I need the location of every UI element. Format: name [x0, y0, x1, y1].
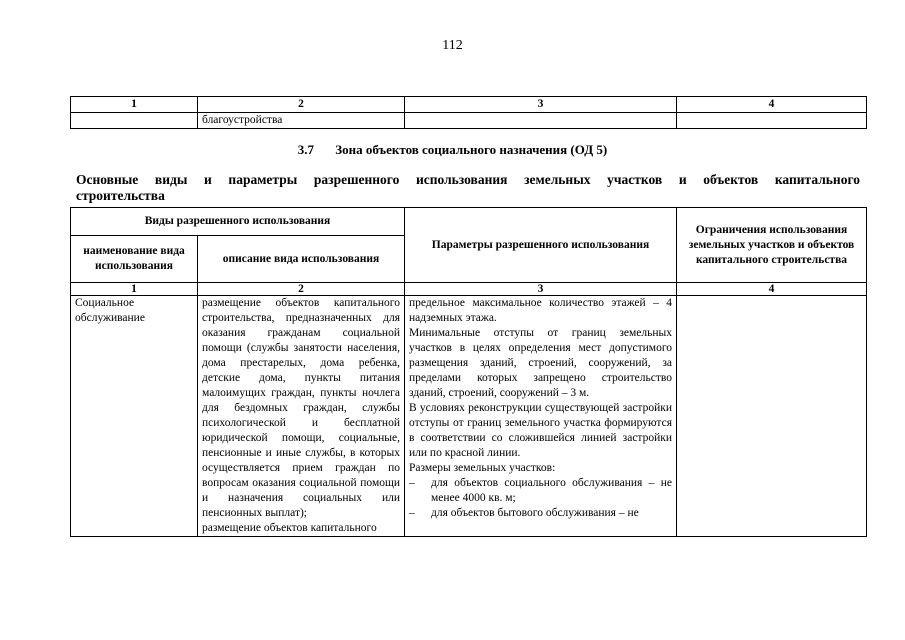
- column-number-row: [71, 283, 867, 296]
- col-number: 4: [677, 283, 867, 296]
- table-row: [71, 296, 867, 537]
- table-caption-line-2: строительства: [76, 188, 165, 203]
- col-number: 3: [405, 283, 677, 296]
- header-use-name: наименование вида использования: [71, 236, 198, 283]
- header-use-description: описание вида использования: [198, 236, 405, 283]
- param-plot-sizes-heading: Размеры земельных участков:: [409, 462, 556, 474]
- header-parameters: Параметры разрешенного использования: [405, 208, 677, 283]
- dash-marker: –: [409, 507, 415, 519]
- dash-marker: –: [409, 477, 415, 489]
- table-cell: благоустройства: [198, 113, 405, 129]
- col-number: 2: [198, 283, 405, 296]
- list-item: [409, 506, 672, 521]
- col-number: 1: [71, 97, 198, 113]
- param-setbacks: Минимальные отступы от границ земельных участков в целях определения мест допустимого размещения зданий, строений, сооружений, за пределами которых запрещено строительство зданий, строений, сооружений – 3 м.: [409, 327, 672, 399]
- col-number: 1: [71, 283, 198, 296]
- parameters-cell: [405, 296, 677, 537]
- permitted-use-table: [70, 207, 867, 537]
- list-item: [409, 476, 672, 506]
- top-table: [70, 96, 867, 129]
- header-row: [71, 208, 867, 236]
- section-heading: [0, 142, 905, 158]
- list-item-text: для объектов социального обслуживания – не менее 4000 кв. м;: [431, 477, 672, 504]
- use-name-cell: Социальное обслуживание: [71, 296, 198, 537]
- table-row: [71, 113, 867, 129]
- top-table-header-row: [71, 97, 867, 113]
- col-number: 4: [677, 97, 867, 113]
- section-number: 3.7: [297, 142, 314, 157]
- col-number: 3: [405, 97, 677, 113]
- header-use-types: Виды разрешенного использования: [71, 208, 405, 236]
- header-limitations: Ограничения использования земельных участков и объектов капитального строительства: [677, 208, 867, 283]
- table-caption-line-1: Основные виды и параметры разрешенного использования земельных участков и объектов капитального: [76, 172, 860, 187]
- list-item-text: для объектов бытового обслуживания – не: [431, 507, 639, 519]
- param-floors: предельное максимальное количество этажей – 4 надземных этажа.: [409, 297, 672, 324]
- table-cell: [405, 113, 677, 129]
- table-cell: [71, 113, 198, 129]
- use-description-continued: размещение объектов капитального: [202, 522, 377, 534]
- param-reconstruction: В условиях реконструкции существующей застройки отступы от границ земельного участка формируются в соответствии со сложившейся линией застройки или по красной линии.: [409, 402, 672, 459]
- col-number: 2: [198, 97, 405, 113]
- use-description-cell: [198, 296, 405, 537]
- table-cell: [677, 113, 867, 129]
- limitations-cell: [677, 296, 867, 537]
- page-number: 112: [442, 38, 463, 53]
- section-title: Зона объектов социального назначения (ОД 5): [335, 142, 608, 157]
- use-description: размещение объектов капитального строительства, предназначенных для оказания гражданам социальной помощи (службы занятости населения, дома престарелых, дома ребенка, детские дома, пункты питания малоимущих граждан, пункты ночлега для бездомных граждан, службы психологической и бесплатной юридической помощи, социальные, пенсионные и иные службы, в которых осуществляется прием граждан по вопросам оказания социальной помощи и назначения социальных или пенсионных выплат);: [202, 297, 400, 519]
